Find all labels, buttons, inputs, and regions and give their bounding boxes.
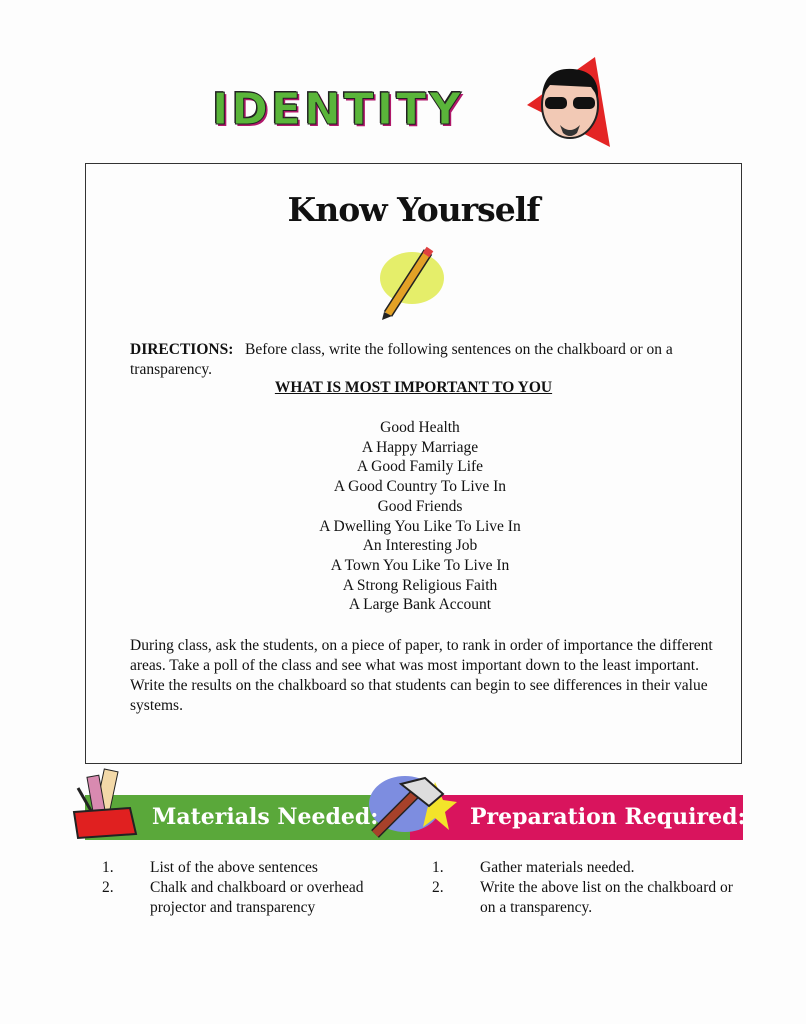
list-item: Good Health bbox=[380, 419, 460, 436]
sunglasses-face-icon bbox=[525, 55, 615, 150]
list-item: A Happy Marriage bbox=[361, 438, 479, 456]
instructions-paragraph: During class, ask the students, on a piece of paper, to rank in order of importance the different areas. Take a poll of the class and see what was most important down to the least important. Write the results on the chalkboard so that students can begin to see differences in their value systems. bbox=[130, 637, 713, 714]
materials-list bbox=[102, 858, 402, 918]
list-item: A Good Family Life bbox=[356, 458, 484, 476]
hammer-icon bbox=[365, 772, 460, 842]
item-number: 1. bbox=[102, 859, 114, 876]
list-item bbox=[432, 878, 752, 918]
page-title: Know Yourself bbox=[287, 190, 540, 229]
list-item: Good Friends bbox=[377, 497, 463, 515]
list-item: A Good Country To Live In bbox=[333, 478, 507, 496]
item-text: Chalk and chalkboard or overhead projector and transparency bbox=[150, 879, 364, 916]
art-supplies-icon bbox=[70, 768, 142, 840]
list-item: A Strong Religious Faith bbox=[342, 576, 498, 594]
list-heading: WHAT IS MOST IMPORTANT TO YOU bbox=[274, 379, 553, 396]
list-item bbox=[102, 878, 402, 918]
values-list bbox=[85, 418, 755, 615]
list-item bbox=[102, 858, 402, 878]
materials-heading: Materials Needed: bbox=[152, 804, 379, 830]
directions-label: DIRECTIONS: bbox=[130, 341, 234, 358]
preparation-heading: Preparation Required: bbox=[470, 804, 746, 830]
item-number: 1. bbox=[432, 859, 444, 876]
list-item bbox=[432, 858, 752, 878]
list-item: An Interesting Job bbox=[362, 537, 478, 555]
preparation-list bbox=[432, 858, 752, 918]
list-item: A Dwelling You Like To Live In bbox=[319, 517, 521, 535]
list-item: A Town You Like To Live In bbox=[330, 556, 510, 574]
item-text: List of the above sentences bbox=[150, 859, 318, 876]
pencil-icon bbox=[374, 244, 446, 320]
item-number: 2. bbox=[102, 879, 114, 896]
list-item: A Large Bank Account bbox=[348, 596, 492, 614]
item-text: Gather materials needed. bbox=[480, 859, 635, 876]
identity-logo: IDENTITY bbox=[212, 84, 465, 135]
item-number: 2. bbox=[432, 879, 444, 896]
item-text: Write the above list on the chalkboard or on a transparency. bbox=[480, 879, 733, 916]
directions-text: Before class, write the following sentences on the chalkboard or on a transparency. bbox=[130, 341, 673, 378]
directions bbox=[130, 340, 730, 380]
